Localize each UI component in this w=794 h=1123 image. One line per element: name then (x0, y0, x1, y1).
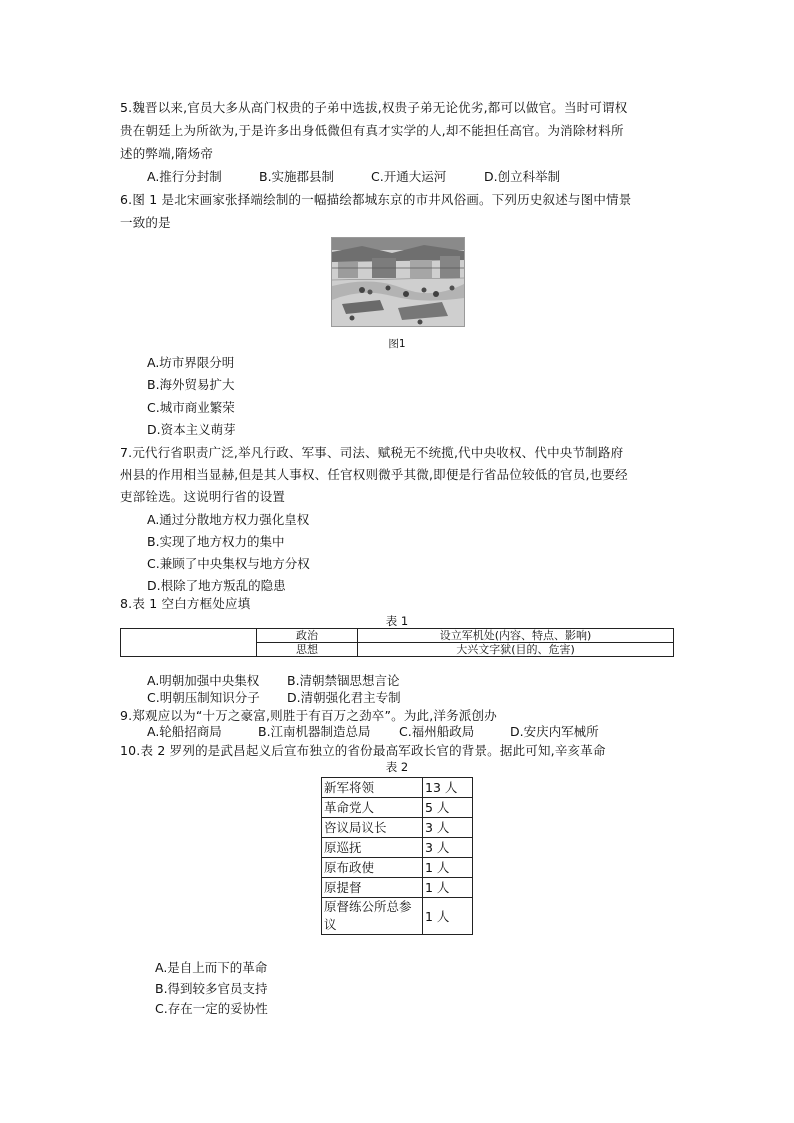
table1-cell: 大兴文字狱(目的、危害) (358, 643, 674, 657)
painting-illustration (332, 238, 464, 326)
table1-cell: 设立军机处(内容、特点、影响) (358, 629, 674, 643)
q6-option-a: A.坊市界限分明 (147, 355, 235, 370)
table2-cell: 1 人 (423, 858, 473, 878)
table2-cell: 革命党人 (322, 798, 423, 818)
q9-text-line1: 9.郑观应以为“十万之豪富,则胜于有百万之劲卒”。为此,洋务派创办 (120, 708, 497, 723)
q5-text-line2: 贵在朝廷上为所欲为,于是许多出身低微但有真才实学的人,却不能担任高官。为消除材料所 (120, 123, 624, 138)
q5-option-c: C.开通大运河 (371, 169, 447, 184)
table2-row (322, 798, 473, 818)
q7-option-c: C.兼顾了中央集权与地方分权 (147, 556, 310, 571)
table2-cell: 原督练公所总参议 (322, 898, 423, 935)
table2-row (322, 818, 473, 838)
table2-row (322, 858, 473, 878)
q10-option-c: C.存在一定的妥协性 (155, 1001, 268, 1016)
table2-cell: 原巡抚 (322, 838, 423, 858)
q5-option-d: D.创立科举制 (484, 169, 561, 184)
table2-cell: 3 人 (423, 838, 473, 858)
q10-option-b: B.得到较多官员支持 (155, 981, 268, 996)
q8-text-line1: 8.表 1 空白方框处应填 (120, 596, 251, 611)
q7-option-b: B.实现了地方权力的集中 (147, 534, 285, 549)
q9-option-d: D.安庆内军械所 (510, 724, 599, 739)
q10-text-line1: 10.表 2 罗列的是武昌起义后宣布独立的省份最高军政长官的背景。据此可知,辛亥革命 (120, 743, 606, 758)
table2-row (322, 778, 473, 798)
q9-option-b: B.江南机器制造总局 (258, 724, 371, 739)
table1-title: 表 1 (385, 614, 409, 628)
table1-row (121, 629, 674, 643)
table2 (321, 777, 473, 935)
table1-cell: 政治 (257, 629, 358, 643)
q7-option-a: A.通过分散地方权力强化皇权 (147, 512, 310, 527)
table2-cell: 新军将领 (322, 778, 423, 798)
q7-text-line2: 州县的作用相当显赫,但是其人事权、任官权则微乎其微,即便是行省品位较低的官员,也要经 (120, 467, 628, 482)
table2-row (322, 898, 473, 935)
q8-option-b: B.清朝禁锢思想言论 (287, 673, 400, 688)
q7-text-line3: 吏部铨选。这说明行省的设置 (120, 489, 286, 504)
table2-cell: 原布政使 (322, 858, 423, 878)
painting-figure (331, 237, 465, 327)
table1-blank-cell (121, 629, 257, 657)
table1-cell: 思想 (257, 643, 358, 657)
figure-caption: 图1 (388, 338, 406, 350)
table2-cell: 5 人 (423, 798, 473, 818)
q7-text-line1: 7.元代行省职责广泛,举凡行政、军事、司法、赋税无不统揽,代中央收权、代中央节制路府 (120, 445, 624, 460)
q7-option-d: D.根除了地方叛乱的隐患 (147, 578, 286, 593)
q5-text-line1: 5.魏晋以来,官员大多从高门权贵的子弟中选拔,权贵子弟无论优劣,都可以做官。当时可谓权 (120, 100, 628, 115)
table2-cell: 1 人 (423, 878, 473, 898)
table2-title: 表 2 (385, 760, 409, 774)
table2-cell: 原提督 (322, 878, 423, 898)
q5-text-line3: 述的弊端,隋炀帝 (120, 146, 214, 161)
q9-option-c: C.福州船政局 (399, 724, 475, 739)
q9-option-a: A.轮船招商局 (147, 724, 222, 739)
table2-cell: 1 人 (423, 898, 473, 935)
table2-row (322, 878, 473, 898)
q6-text-line2: 一致的是 (120, 215, 171, 230)
q10-option-a: A.是自上而下的革命 (155, 960, 268, 975)
q8-option-c: C.明朝压制知识分子 (147, 690, 260, 705)
q6-option-d: D.资本主义萌芽 (147, 422, 236, 437)
q5-option-a: A.推行分封制 (147, 169, 222, 184)
q6-option-c: C.城市商业繁荣 (147, 400, 235, 415)
q5-option-b: B.实施郡县制 (259, 169, 335, 184)
table2-cell: 3 人 (423, 818, 473, 838)
table2-row (322, 838, 473, 858)
q8-option-a: A.明朝加强中央集权 (147, 673, 260, 688)
table1 (120, 628, 674, 657)
q8-option-d: D.清朝强化君主专制 (287, 690, 401, 705)
q6-text-line1: 6.图 1 是北宋画家张择端绘制的一幅描绘都城东京的市井风俗画。下列历史叙述与图中情景 (120, 192, 632, 207)
table2-cell: 咨议局议长 (322, 818, 423, 838)
q6-option-b: B.海外贸易扩大 (147, 377, 235, 392)
table2-cell: 13 人 (423, 778, 473, 798)
